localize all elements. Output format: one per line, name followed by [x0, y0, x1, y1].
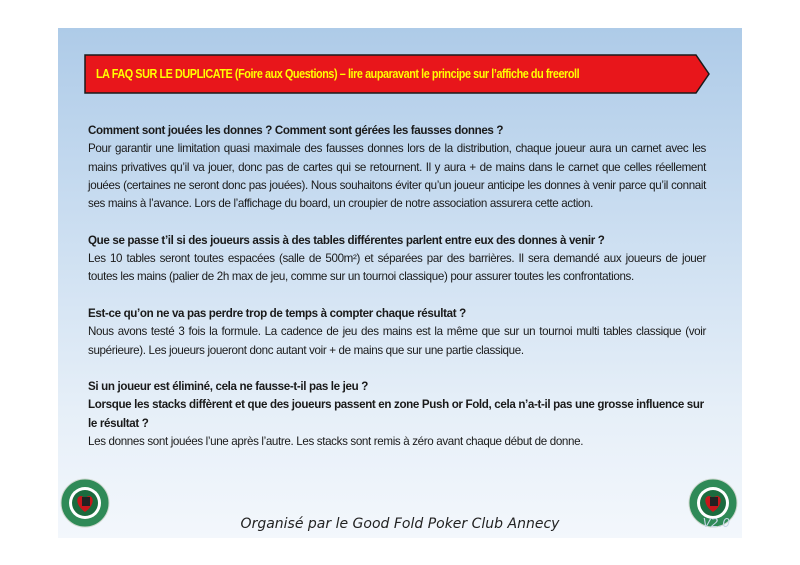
faq-question: Comment sont jouées les donnes ? Comment sont gérées les fausses donnes ?	[88, 124, 504, 137]
faq-answer: Les 10 tables seront toutes espacées (salle de 500m²) et séparées par des barrières. Il sera demandé aux joueurs de jouer toutes les mains (palier de 2h max de jeu, comme sur un tournoi classique) pour assurer toutes les confrontations.	[88, 252, 706, 284]
faq-item	[88, 378, 706, 451]
title-banner	[84, 54, 710, 94]
faq-question-secondary: Lorsque les stacks diffèrent et que des joueurs passent en zone Push or Fold, cela n’a-t-il pas une grosse influence sur le résultat ?	[88, 398, 704, 430]
faq-content	[88, 122, 706, 470]
faq-question: Que se passe t’il si des joueurs assis à des tables différentes parlent entre eux des donnes à venir ?	[88, 233, 605, 247]
faq-item	[88, 122, 706, 213]
slide	[58, 28, 742, 538]
banner-title: LA FAQ SUR LE DUPLICATE (Foire aux Questions) – lire auparavant le principe sur l’affiche du freeroll	[96, 67, 580, 81]
faq-answer: Pour garantir une limitation quasi maximale des fausses donnes lors de la distribution, chaque joueur aura un carnet avec les mains privatives qu’il va jouer, donc pas de cartes qui se retournent. Il y aura + de mains dans le carnet que celles réellement jouées (certaines ne seront donc pas jouées). Nous souhaitons éviter qu’un joueur anticipe les donnes à venir parce qu’il connait ses mains à l’avance. Lors de l’affichage du board, un croupier de notre association assurera cette action.	[88, 142, 706, 211]
faq-question: Est-ce qu’on ne va pas perdre trop de temps à compter chaque résultat ?	[88, 306, 466, 320]
faq-item	[88, 305, 706, 360]
faq-item	[88, 232, 706, 287]
version-label: V2.0	[702, 516, 730, 530]
organizer-footer: Organisé par le Good Fold Poker Club Annecy	[240, 516, 560, 532]
faq-answer: Les donnes sont jouées l’une après l’autre. Les stacks sont remis à zéro avant chaque début de donne.	[88, 435, 584, 449]
faq-answer: Nous avons testé 3 fois la formule. La cadence de jeu des mains est la même que sur un tournoi multi tables classique (voir supérieure). Les joueurs joueront donc autant voir + de mains que sur une partie classique.	[88, 325, 706, 357]
faq-question: Si un joueur est éliminé, cela ne fausse-t-il pas le jeu ?	[88, 380, 368, 394]
